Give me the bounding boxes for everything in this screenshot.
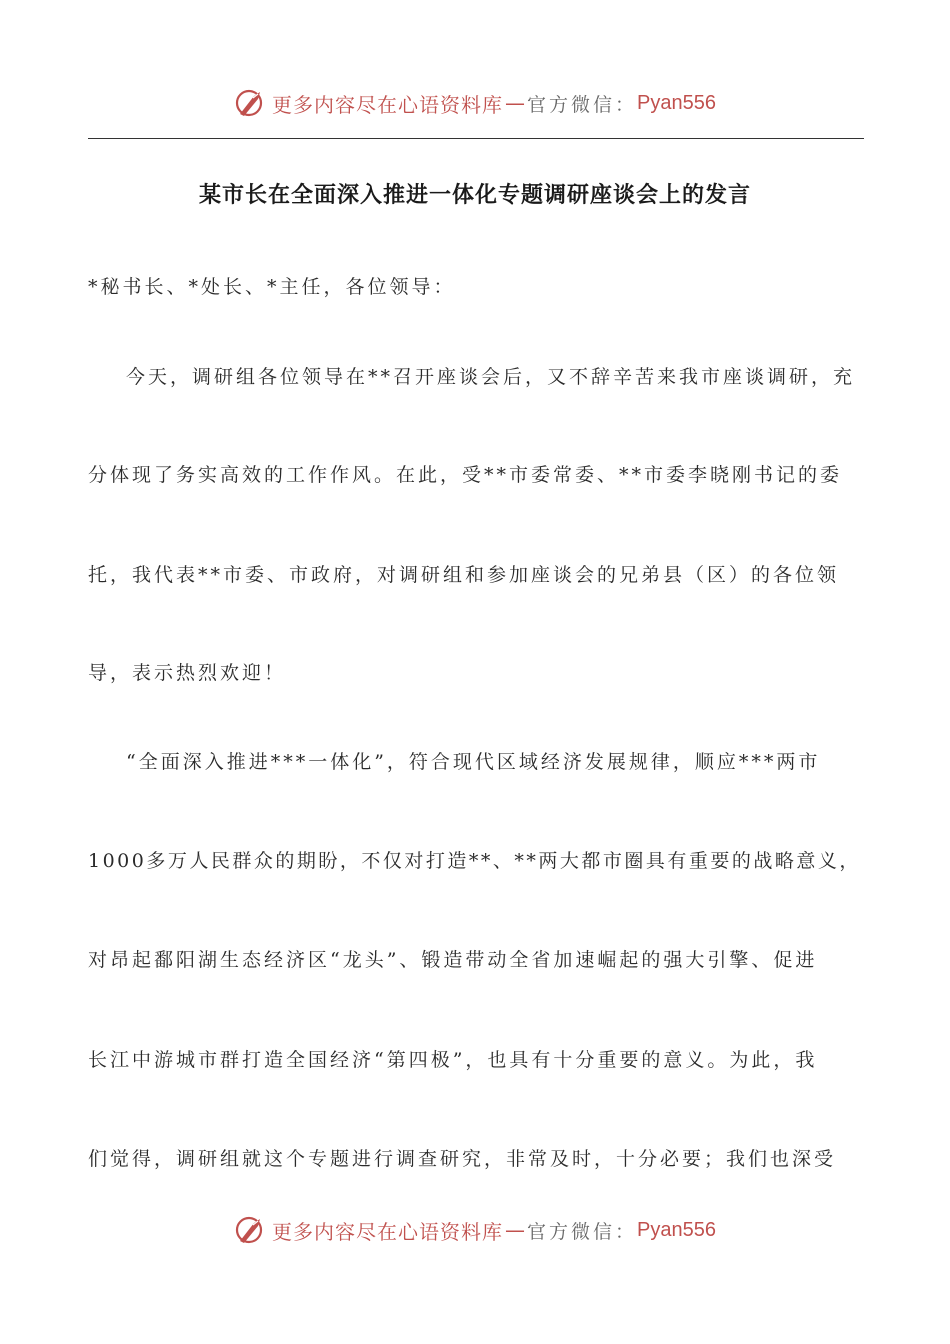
body-line: “全面深入推进***一体化”，符合现代区域经济发展规律，顺应***两市: [126, 751, 821, 773]
footer-banner: [0, 1210, 950, 1250]
banner-dash: —: [505, 1218, 525, 1242]
body-line: 分体现了务实高效的工作作风。在此，受**市委常委、**市委李晓刚书记的委: [88, 464, 843, 486]
banner-wechat-id: Pyan556: [637, 91, 716, 114]
banner-wechat-label: 官方微信：: [527, 93, 638, 116]
header-divider: [88, 138, 864, 139]
body-line: 导，表示热烈欢迎！: [88, 662, 287, 684]
banner-wechat-id: Pyan556: [637, 1218, 716, 1241]
header-banner: [0, 83, 950, 123]
document-title: 某市长在全面深入推进一体化专题调研座谈会上的发言: [198, 183, 751, 208]
body-line: 1000多万人民群众的期盼，不仅对打造**、**两大都市圈具有重要的战略意义，: [88, 850, 861, 872]
pen-nib-logo-icon: [234, 86, 268, 120]
body-line: 长江中游城市群打造全国经济“第四极”，也具有十分重要的意义。为此，我: [88, 1049, 818, 1071]
banner-dash: —: [505, 91, 525, 115]
banner-wechat-label: 官方微信：: [527, 1220, 638, 1243]
banner-brand-text: 更多内容尽在心语资料库: [272, 1219, 503, 1244]
body-line: 对昂起鄱阳湖生态经济区“龙头”、锻造带动全省加速崛起的强大引擎、促进: [88, 949, 818, 971]
banner-brand-text: 更多内容尽在心语资料库: [272, 92, 503, 117]
body-line: 今天，调研组各位领导在**召开座谈会后，又不辞辛苦来我市座谈调研，充: [126, 366, 856, 388]
pen-nib-logo-icon: [234, 1213, 268, 1247]
body-line: 们觉得，调研组就这个专题进行调查研究，非常及时，十分必要；我们也深受: [88, 1148, 837, 1170]
salutation-line: *秘书长、*处长、*主任，各位领导：: [88, 276, 456, 298]
body-line: 托，我代表**市委、市政府，对调研组和参加座谈会的兄弟县（区）的各位领: [88, 564, 840, 586]
